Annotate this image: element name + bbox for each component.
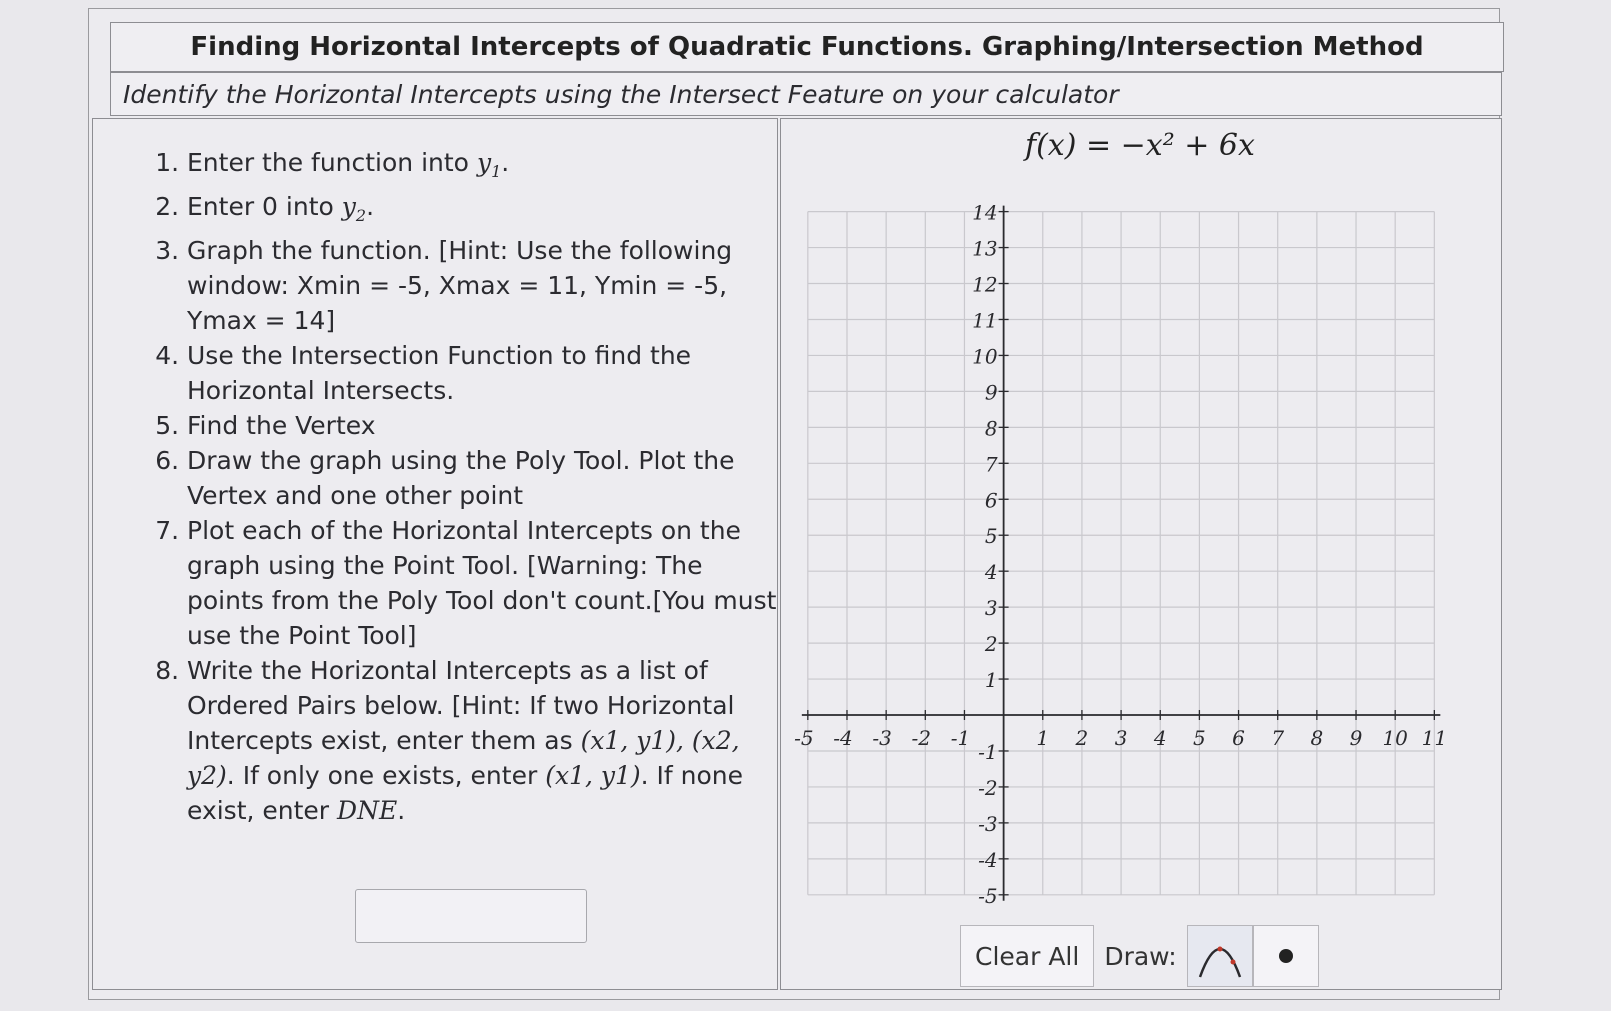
point-tool-button[interactable] bbox=[1253, 925, 1319, 987]
y-tick-label: 4 bbox=[984, 560, 998, 585]
step-1: 1. Enter the function into $y_1$. bbox=[187, 145, 787, 189]
x-tick-label: 11 bbox=[1421, 726, 1448, 751]
y-tick-label: -2 bbox=[978, 775, 998, 800]
x-tick-label: 10 bbox=[1382, 726, 1408, 751]
parabola-icon bbox=[1192, 929, 1248, 983]
x-tick-label: 7 bbox=[1271, 726, 1285, 751]
y-tick-label: 13 bbox=[972, 236, 998, 261]
y-tick-label: 9 bbox=[984, 380, 998, 405]
y-tick-label: 11 bbox=[972, 308, 998, 333]
step-1-var: y bbox=[476, 148, 492, 177]
step-2: 2. Enter 0 into $y_2$. bbox=[187, 189, 787, 233]
step-8-text-a: Write the Horizontal Intercepts as a list of Ordered Pairs below. [Hint: If two Horizontal Intercepts exist, enter them as bbox=[187, 656, 735, 755]
function-label: f(x) = −x² + 6x bbox=[1025, 128, 1255, 163]
step-6: 6. Draw the graph using the Poly Tool. Plot the Vertex and one other point bbox=[187, 443, 787, 513]
x-tick-label: -2 bbox=[911, 726, 932, 751]
steps-list bbox=[153, 145, 787, 828]
step-3: 3. Graph the function. [Hint: Use the following window: Xmin = -5, Xmax = 11, Ymin = -5, Ymax = 14] bbox=[187, 233, 787, 338]
grid-lines bbox=[808, 212, 1435, 895]
y-tick-label: 7 bbox=[984, 452, 998, 477]
x-tick-label: 2 bbox=[1075, 726, 1089, 751]
instructions-subtitle: Identify the Horizontal Intercepts using the Intersect Feature on your calculator bbox=[110, 72, 1502, 116]
step-8-text-c: . If none exist, enter bbox=[187, 761, 744, 825]
graph-toolbar bbox=[960, 925, 1319, 987]
y-tick-label: -3 bbox=[978, 811, 998, 836]
step-2-text: Enter 0 into bbox=[187, 192, 334, 221]
x-tick-label: 9 bbox=[1349, 726, 1363, 751]
x-tick-label: 1 bbox=[1036, 726, 1050, 751]
graph-canvas[interactable] bbox=[780, 190, 1480, 920]
step-1-text: Enter the function into bbox=[187, 148, 469, 177]
y-tick-label: -4 bbox=[978, 847, 998, 872]
y-tick-label: 14 bbox=[972, 200, 998, 225]
point-dot-icon bbox=[1271, 941, 1301, 971]
y-tick-label: 2 bbox=[984, 632, 998, 657]
page-title: Finding Horizontal Intercepts of Quadratic Functions. Graphing/Intersection Method bbox=[110, 22, 1504, 72]
step-7: 7. Plot each of the Horizontal Intercepts on the graph using the Point Tool. [Warning: The points from the Poly Tool don't count.[You must use the Point Tool] bbox=[187, 513, 787, 653]
y-tick-label: 8 bbox=[984, 416, 998, 441]
instructions-column bbox=[92, 118, 778, 990]
x-tick-label: 5 bbox=[1193, 726, 1206, 751]
poly-tool-button[interactable] bbox=[1187, 925, 1253, 987]
step-8-text-b: . If only one exists, enter bbox=[226, 761, 538, 790]
x-tick-label: 8 bbox=[1310, 726, 1324, 751]
step-8-pair1: (x1, y1) bbox=[545, 761, 641, 790]
step-2-sub: 2 bbox=[355, 206, 367, 225]
y-tick-label: 10 bbox=[972, 344, 998, 369]
step-2-var: y bbox=[341, 192, 356, 221]
step-8-pair2: (x1, y1), (x2, y2) bbox=[187, 726, 740, 790]
draw-label: Draw: bbox=[1104, 941, 1177, 971]
y-tick-label: -1 bbox=[978, 739, 998, 764]
y-tick-label: -5 bbox=[978, 883, 998, 908]
y-tick-label: 6 bbox=[984, 488, 998, 513]
x-tick-label: -1 bbox=[950, 726, 971, 751]
step-1-sub: 1 bbox=[491, 162, 502, 181]
step-8-text-d: . bbox=[397, 796, 406, 825]
answer-input[interactable] bbox=[355, 889, 587, 943]
y-tick-label: 12 bbox=[972, 272, 998, 297]
clear-all-button[interactable]: Clear All bbox=[960, 925, 1094, 987]
step-4: 4. Use the Intersection Function to find the Horizontal Intersects. bbox=[187, 338, 787, 408]
x-tick-label: -4 bbox=[833, 726, 853, 751]
y-tick-label: 5 bbox=[984, 524, 998, 549]
step-8-dne: DNE bbox=[337, 796, 398, 825]
x-tick-label: -3 bbox=[872, 726, 892, 751]
x-tick-label: 3 bbox=[1114, 726, 1128, 751]
x-tick-label: 4 bbox=[1153, 726, 1167, 751]
step-8 bbox=[187, 653, 787, 828]
y-tick-label: 3 bbox=[984, 596, 998, 621]
step-5: 5. Find the Vertex bbox=[187, 408, 787, 443]
x-tick-label: 6 bbox=[1232, 726, 1245, 751]
y-tick-label: 1 bbox=[984, 668, 998, 693]
x-tick-label: -5 bbox=[794, 726, 814, 751]
